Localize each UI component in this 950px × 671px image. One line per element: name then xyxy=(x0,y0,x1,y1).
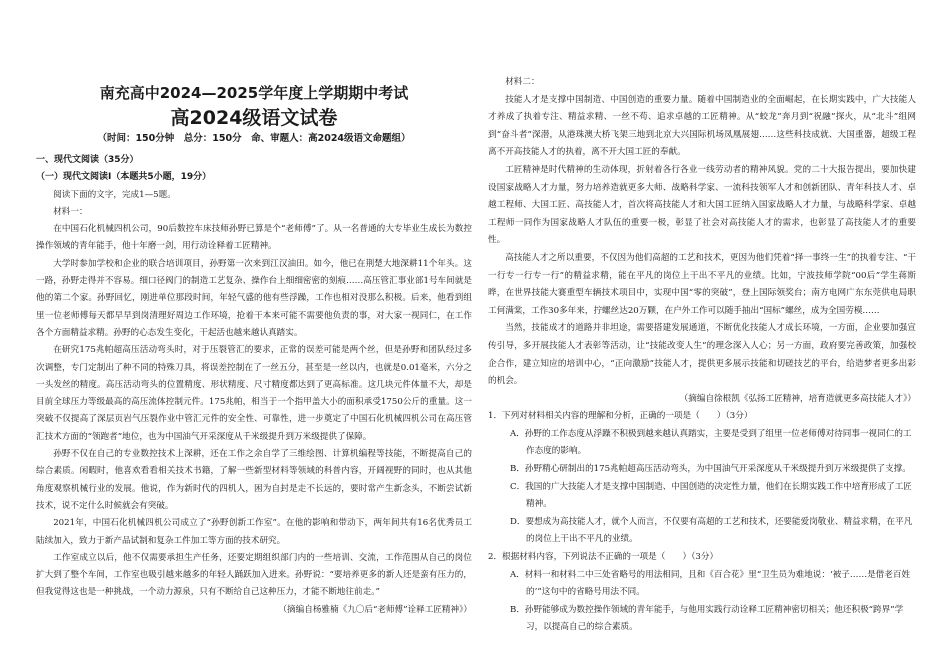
question-option: D．要想成为高技能人才，就个人而言，不仅要有高超的工艺和技术，还要能爱岗敬业、精益求精，在平凡的岗位上干出不平凡的业绩。 xyxy=(510,516,913,545)
paragraph: 在中国石化机械四机公司，90后数控车床技师孙野已算是个“老师傅”了。从一名普通的大专毕业生成长为数控操作领域的青年能手，他十年磨一剑，用行动诠释着工匠精神。 xyxy=(36,224,472,252)
source-citation: （摘编自杨雅楠《九〇后“老师傅”诠释工匠精神》） xyxy=(278,604,472,615)
question-option: B．孙野精心研制出的175兆帕超高压活动弯头，为中国油气开采深度从千米级提升到万米级提供了支撑。 xyxy=(510,464,911,475)
source-citation: （摘编自徐根凯《弘扬工匠精神，培育造就更多高技能人才》） xyxy=(679,393,916,404)
subsection-heading: （一）现代文阅读Ⅰ（本题共5小题，19分） xyxy=(36,172,212,183)
paragraph: 当然，技能成才的道路并非坦途，需要搭建发展通道，不断优化技能人才成长环境，一方面，企业要加强宣传引导，多开展技能人才表彰等活动，让“技能改变人生”的理念深入人心；另一方面，政府要完善政策，加强校企合作，建立知应的培训中心，“正向激励”技能人才，提供更多展示技能和切磋技艺的平台，给造梦者更多出彩的机会。 xyxy=(488,323,916,387)
paragraph: 大学时参加学校和企业的联合培训项目，孙野第一次来到江汉油田。如今，他已在荆楚大地深耕11个年头。这一路，孙野走得并不容易。细口径阀门的制造工艺复杂、操作台上细细密密的刻痕……高压管汇事业部1号车间就是他的第二个家。孙野回忆，刚进单位那段时间，年轻气盛的他有些浮躁，工作也相对没那么积极。后来，他看到组里一位老师傅每天都早早到岗清理好周边工作环境，抢着干本来可能不需要他负责的事，对大家一视同仁，在工作各个方面精益求精。孙野的心态发生变化，干起活也越来越认真踏实。 xyxy=(36,258,472,338)
question-stem: 2．根据材料内容，下列说法不正确的一项是（ ）（3分） xyxy=(488,552,719,563)
exam-info: （时间：150分钟 总分：150分 命、审题人：高2024级语文命题组） xyxy=(97,133,411,144)
exam-title: 南充高中2024—2025学年度上学期期中考试 xyxy=(99,84,409,102)
right-column xyxy=(488,74,916,637)
question-option: A．材料一和材料二中三处省略号的用法相同，且和《百合花》里“卫生员为难地说：‘被子……是借老百姓的’”这句中的省略号用法不同。 xyxy=(510,569,911,598)
question-option: B．孙野能够成为数控操作领域的青年能手，与他用实践行动诠释工匠精神密切相关；他还积极“跨界”学习，以提高自己的综合素质。 xyxy=(510,604,904,633)
left-column xyxy=(36,152,472,619)
material1-label: 材料一： xyxy=(53,206,88,217)
paragraph: 2021年，中国石化机械四机公司成立了“孙野创新工作室”。在他的影响和带动下，两年间共有16名优秀员工陆续加入，致力于新产品试制和复杂工件加工等方面的技术研究。 xyxy=(36,518,472,546)
reading-instruction: 阅读下面的文字，完成1—5题。 xyxy=(53,189,176,200)
paragraph: 工作室成立以后，他不仅需要承担生产任务，还要定期组织部门内的一些培训、交流，工作范围从自己的岗位扩大到了整个车间，工作室也吸引越来越多的年轻人踊跃加入进来。孙野说：“要培养更多的新人还是蛮有压力的，但我觉得这也是一种挑战，一个动力源泉，只有不断给自己这种压力，才能不断地往前走。” xyxy=(36,552,472,598)
question-option: C．我国的广大技能人才是支撑中国制造、中国创造的决定性力量，他们在长期实践工作中培育形成了工匠精神。 xyxy=(510,481,912,510)
paragraph: 高技能人才之所以重要，不仅因为他们高超的工艺和技术，更因为他们凭着“择一事终一生”的执着专注、“干一行专一行专一行”的精益求精，能在平凡的岗位上干出不平凡的业绩。比如，宁波技师学院“00后”学生蒋斯晔，在世界技能大赛重型车辆技术项目中，实现中国“零的突破”，登上国际领奖台；南方电网广东东莞供电局职工何满棠，工作30多年来，拧螺丝达20万颗，在户外工作可以随手抽出“国标”螺丝，成为全国劳模…… xyxy=(488,252,916,316)
paragraph: 孙野不仅在自己的专业数控技术上深耕，还在工作之余自学了三维绘图、计算机编程等技能，不断提高自己的综合素质。闲暇时，他喜欢看看相关技术书籍，了解一些新型材料等领域的科普内容，开阔视野的同时，也从其他角度观察机械行业的发展。他说，作为新时代的四机人，困为自封是走不长远的，要时常产生新念头，不断尝试新技术，说不定什么时候就会有突破。 xyxy=(36,449,472,511)
paragraph: 技能人才是支撑中国制造、中国创造的重要力量。随着中国制造业的全面崛起，在长期实践中，广大技能人才养成了执着专注、精益求精、一丝不苟、追求卓越的工匠精神。从“蛟龙”奔月到“祝融”探火，从“北斗”组网到“奋斗者”深潜，从港珠澳大桥飞架三地到北京大兴国际机场凤凰展翅……这些科技成就、大国重器，超级工程离不开高技能人才的执着，离不开大国工匠的奉献。 xyxy=(488,94,916,158)
question-option: A．孙野的工作态度从浮躁不积极到越来越认真踏实，主要是受到了组里一位老师傅对待同事一视同仁的工作态度的影响。 xyxy=(510,428,912,457)
section-heading: 一、现代文阅读（35分） xyxy=(36,155,139,165)
paragraph: 在研究175兆帕超高压活动弯头时，对于压裂管汇的要求，正常的误差可能是两个丝，但是孙野和团队经过多次调整，专门定制出了种不同的特殊刀具，将误差控制在了一丝五分，甚至是一丝以内，也就是0.01毫米，六分之一头发丝的精度。高压活动弯头的位置精度、形状精度、尺寸精度都达到了更高标准。这几块元件体量不大，却是目前全球压力等级最高的高压流体控制元件。175兆帕，相当于一个指甲盖大小的面积承受1750公斤的重量。这一突破不仅提高了深层页岩气压裂作业中管汇元件的安全性、可靠性，进一步奠定了中国石化机械四机公司在高压管汇技术方面的“领跑者”地位，也为中国油气开采深度从千米级提升到万米级提供了保障。 xyxy=(36,345,472,442)
exam-subtitle: 高2024级语文试卷 xyxy=(170,107,338,129)
paragraph: 工匠精神是时代精神的生动体现，折射着各行各业一线劳动者的精神风貌。党的二十大报告提出，要加快建设国家战略人才力量，努力培养造就更多大师、战略科学家、一流科技领军人才和创新团队、青年科技人才、卓越工程师、大国工匠、高技能人才，首次将高技能人才和大国工匠纳入国家战略人才力量，与战略科学家、卓越工程师一同作为国家战略人才队伍的重要一极，彰显了社会对高技能人才的需求，也彰显了高技能人才的重要性。 xyxy=(488,164,916,246)
material2-label: 材料二： xyxy=(505,77,540,87)
question-stem: 1．下列对材料相关内容的理解和分析，正确的一项是（ ）（3分） xyxy=(488,411,753,422)
